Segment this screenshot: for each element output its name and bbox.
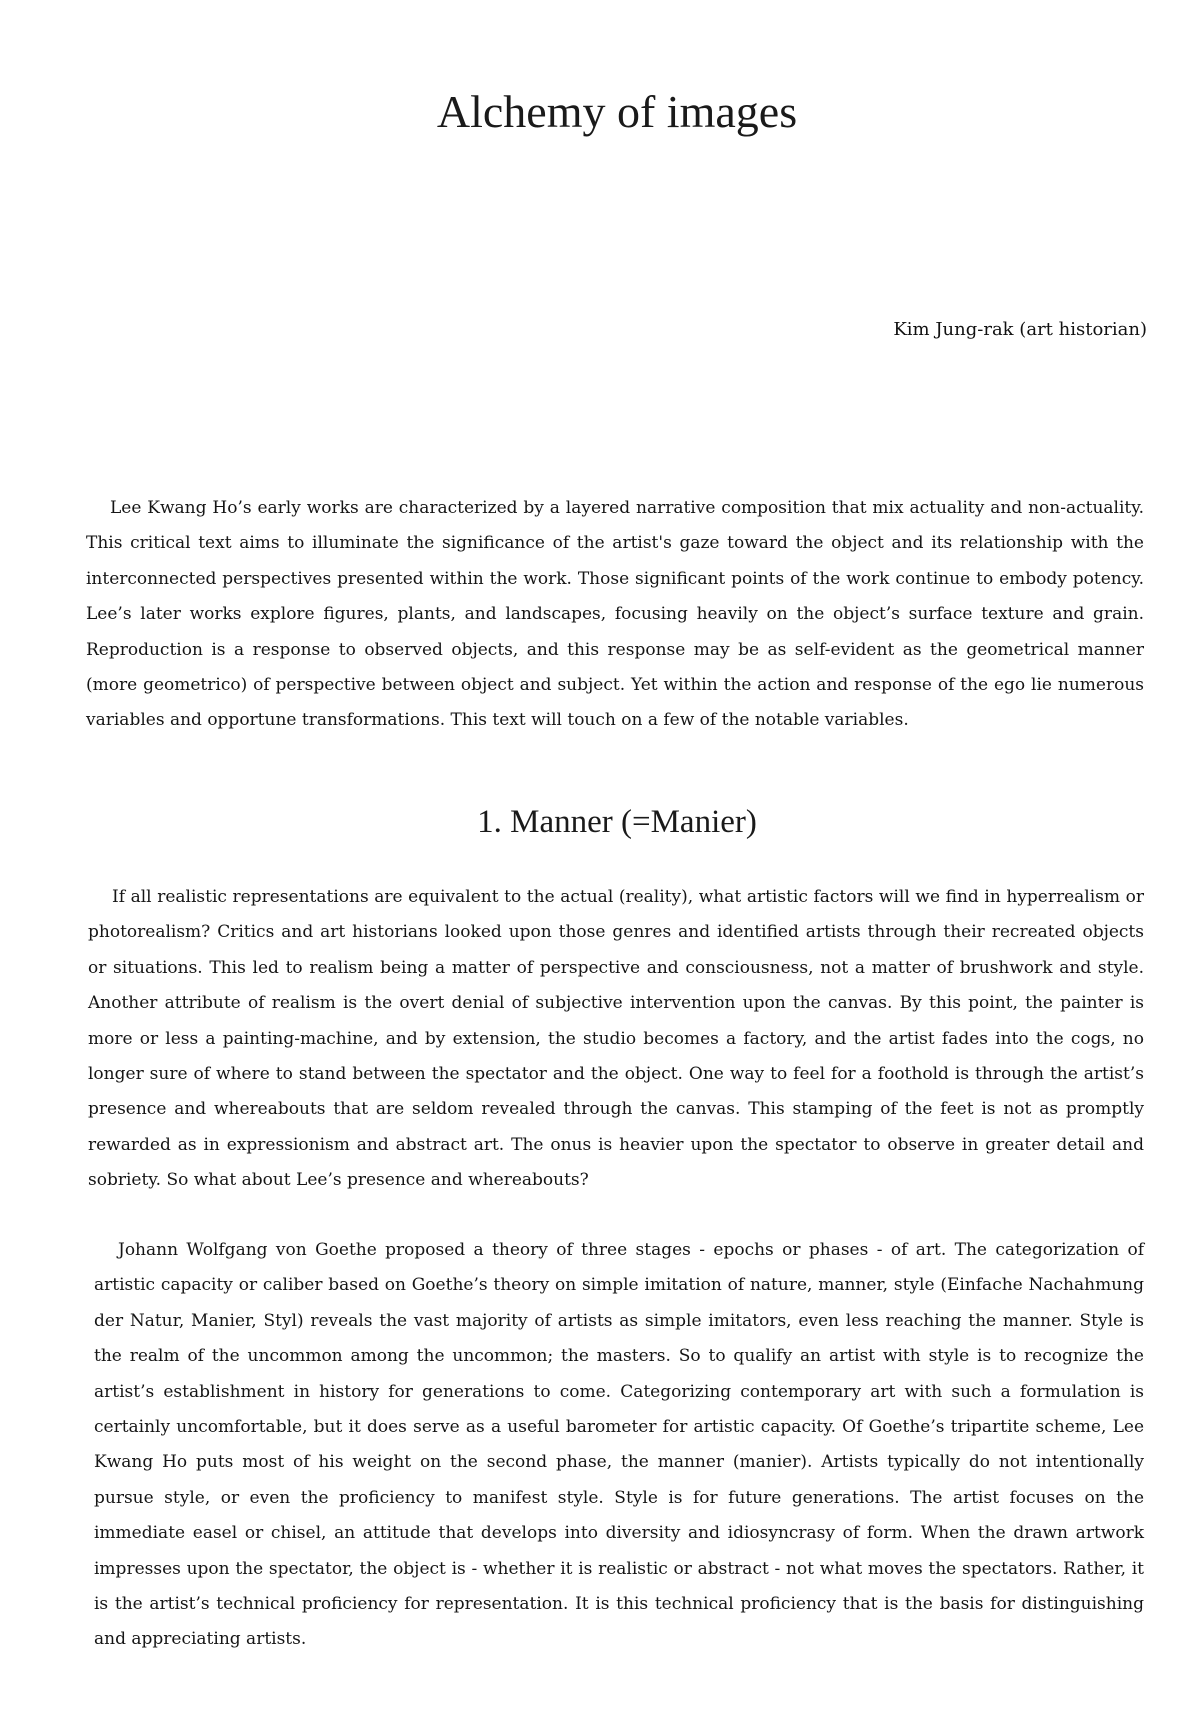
- author-byline: Kim Jung-rak (art historian): [893, 319, 1147, 340]
- section1-paragraph-2: Johann Wolfgang von Goethe proposed a theory of three stages - epochs or phases - of art. The categorization of artistic capacity or caliber based on Goethe’s theory on simple imitation of nature, manner, style (Einfache Nachahmung der Natur, Manier, Styl) reveals the vast majority of artists as simple imitators, even less reaching the manner. Style is the realm of the uncommon among the uncommon; the masters. So to qualify an artist with style is to recognize the artist’s establishment in history for generations to come. Categorizing contemporary art with such a formulation is certainly uncomfortable, but it does serve as a useful barometer for artistic capacity. Of Goethe’s tripartite scheme, Lee Kwang Ho puts most of his weight on the second phase, the manner (manier). Artists typically do not intentionally pursue style, or even the proficiency to manifest style. Style is for future generations. The artist focuses on the immediate easel or chisel, an attitude that develops into diversity and idiosyncrasy of form. When the drawn artwork impresses upon the spectator, the object is - whether it is realistic or abstract - not what moves the spectators. Rather, it is the artist’s technical proficiency for representation. It is this technical proficiency that is the basis for distinguishing and appreciating artists.: [94, 1240, 1144, 1650]
- section-heading-manner: 1. Manner (=Manier): [477, 804, 757, 840]
- document-title: Alchemy of images: [436, 86, 798, 137]
- section1-paragraph-1: If all realistic representations are equivalent to the actual (reality), what artistic factors will we find in hyperrealism or photorealism? Critics and art historians looked upon those genres and identified artists through their recreated objects or situations. This led to realism being a matter of perspective and consciousness, not a matter of brushwork and style. Another attribute of realism is the overt denial of subjective intervention upon the canvas. By this point, the painter is more or less a painting-machine, and by extension, the studio becomes a factory, and the artist fades into the cogs, no longer sure of where to stand between the spectator and the object. One way to feel for a foothold is through the artist’s presence and whereabouts that are seldom revealed through the canvas. This stamping of the feet is not as promptly rewarded as in expressionism and abstract art. The onus is heavier upon the spectator to observe in greater detail and sobriety. So what about Lee’s presence and whereabouts?: [88, 887, 1144, 1191]
- intro-paragraph: Lee Kwang Ho’s early works are characterized by a layered narrative composition that mix actuality and non-actuality. This critical text aims to illuminate the significance of the artist's gaze toward the object and its relationship with the interconnected perspectives presented within the work. Those significant points of the work continue to embody potency. Lee’s later works explore figures, plants, and landscapes, focusing heavily on the object’s surface texture and grain. Reproduction is a response to observed objects, and this response may be as self-evident as the geometrical manner (more geometrico) of perspective between object and subject. Yet within the action and response of the ego lie numerous variables and opportune transformations. This text will touch on a few of the notable variables.: [86, 498, 1144, 731]
